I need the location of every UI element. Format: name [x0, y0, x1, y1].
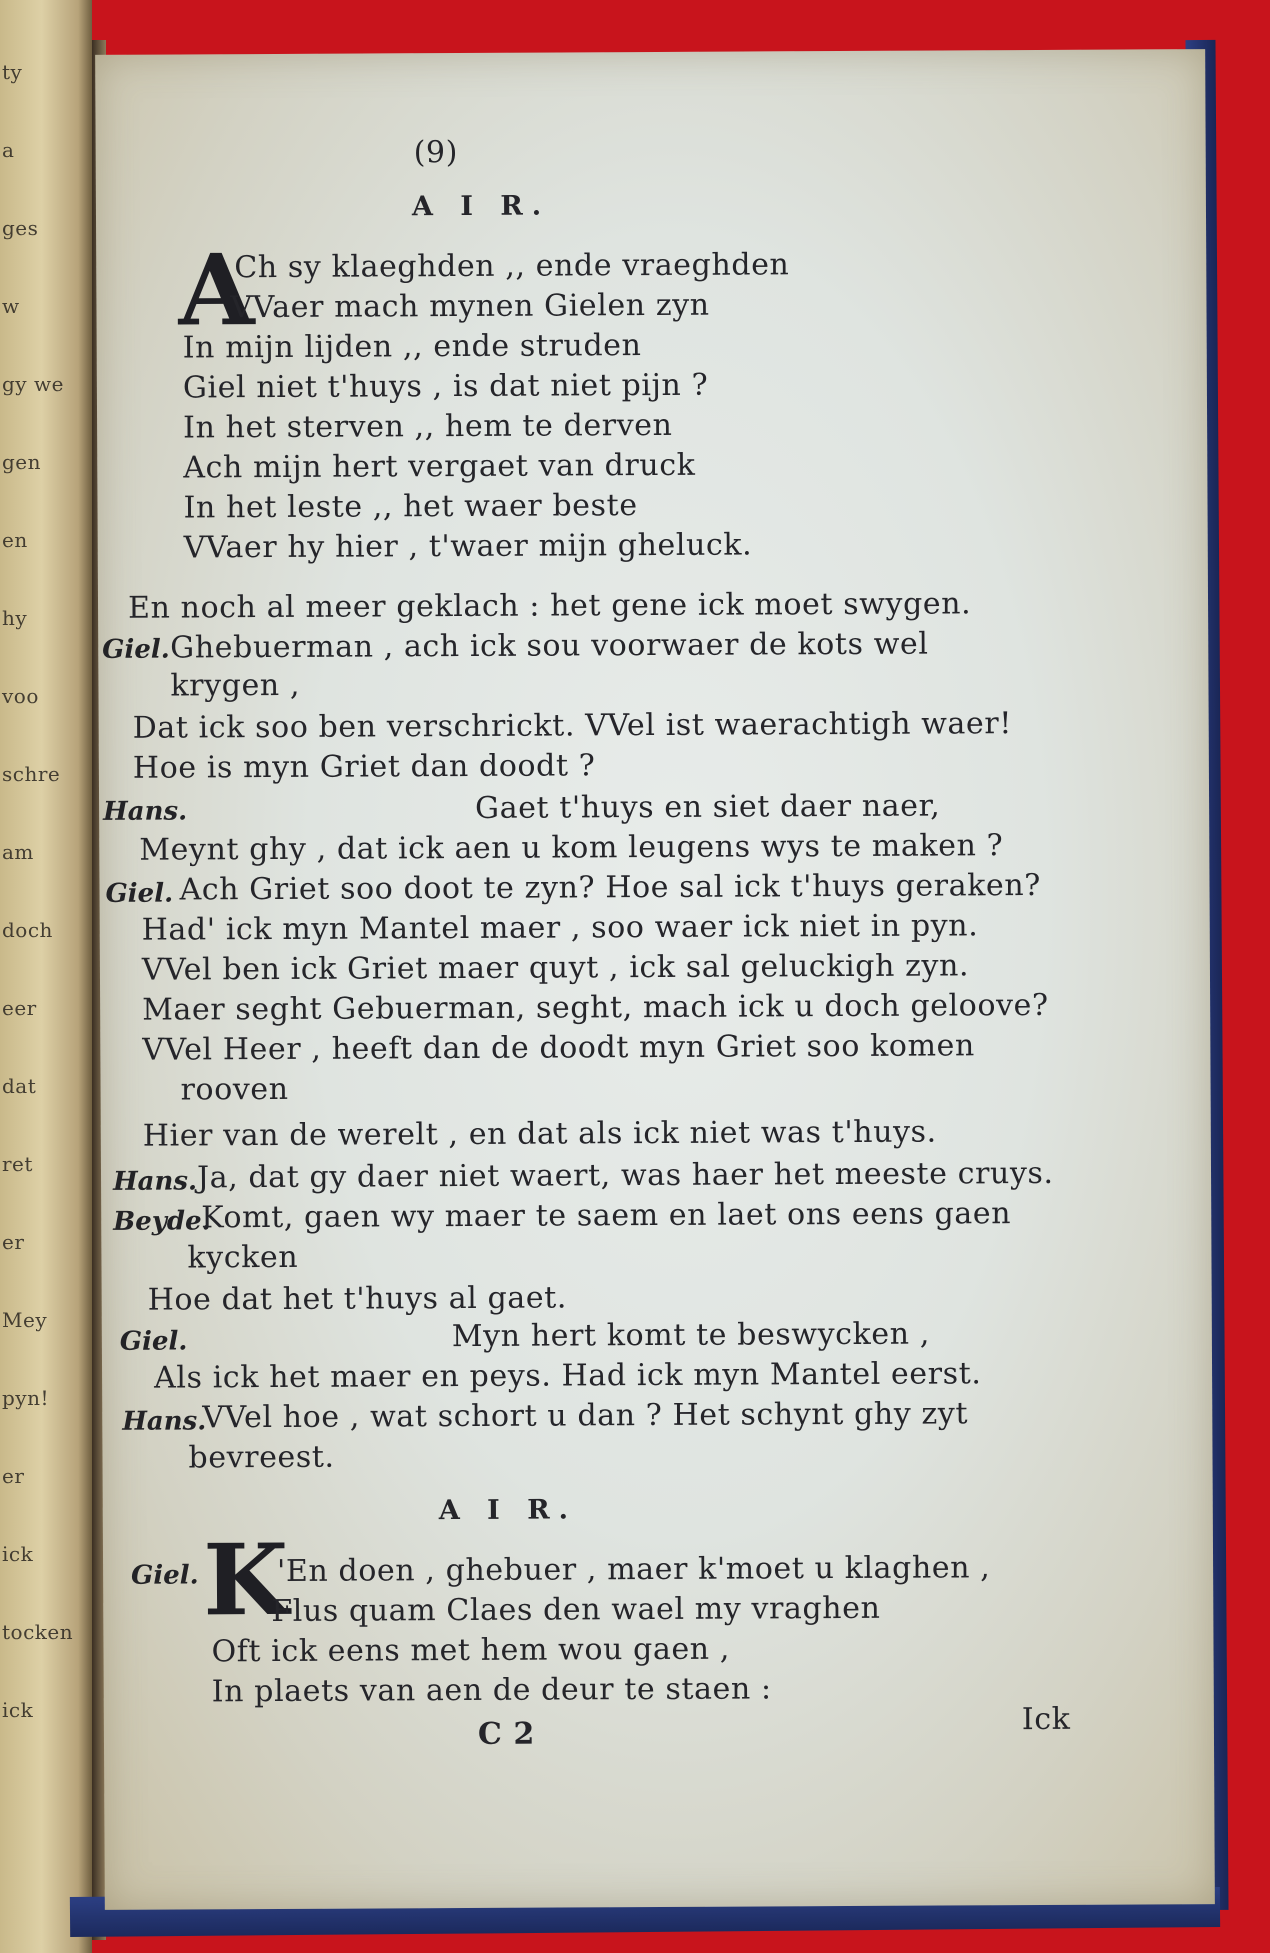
page-text [95, 49, 1215, 1910]
speaker-name: Hans. [103, 796, 188, 827]
air2-line: 'En doen , ghebuer , maer k'moet u klaghen , [277, 1550, 991, 1589]
air1-line: Ch sy klaeghden ,, ende vraeghden [234, 247, 790, 286]
left-page-fragment: w [2, 294, 20, 318]
speaker-name: Hans. [112, 1166, 198, 1197]
speaker-name: Giel. [119, 1326, 188, 1357]
speaker-name: Hans. [122, 1406, 207, 1437]
left-page-fragment: am [2, 840, 34, 864]
air-heading-1: A I R. [411, 190, 551, 223]
dialogue-line: Hoe is myn Griet dan doodt ? [132, 748, 596, 786]
dialogue-line: Ja, dat gy daer niet waert, was haer het meeste cruys. [196, 1155, 1054, 1196]
left-page-fragment: Mey [2, 1308, 48, 1332]
left-page-fragment: dat [2, 1074, 37, 1098]
left-page-fragment: en [2, 528, 28, 552]
dialogue-line: Myn hert komt te beswycken , [451, 1316, 931, 1355]
dialogue-line: VVel ben ick Griet maer quyt , ick sal geluckigh zyn. [141, 948, 970, 988]
left-page-fragment: ty [2, 60, 23, 84]
book-page [95, 49, 1215, 1910]
left-page-fragment: gen [2, 450, 42, 474]
dialogue-line: Hier van de werelt , en dat als ick niet was t'huys. [142, 1114, 937, 1154]
dialogue-line: Maer seght Gebuerman, seght, mach ick u doch geloove? [142, 987, 1049, 1028]
left-page-fragment: ick [2, 1698, 34, 1722]
dialogue-line: Ghebuerman , ach ick sou voorwaer de kots wel [170, 626, 929, 666]
dialogue-line: krygen , [170, 667, 301, 704]
dialogue-line: Had' ick myn Mantel maer , soo waer ick niet in pyn. [141, 908, 979, 948]
left-page-fragment: doch [2, 918, 53, 942]
air-heading-2: A I R. [438, 1494, 578, 1527]
dialogue-line: Gaet t'huys en siet daer naer, [475, 788, 941, 826]
dialogue-line: kycken [187, 1239, 299, 1276]
speaker-name: Giel. [131, 1560, 199, 1591]
dialogue-line: Dat ick soo ben verschrickt. VVel ist waerachtigh waer! [132, 706, 1013, 746]
drop-cap-2: K [202, 1522, 289, 1639]
left-page-fragment: gy we [2, 372, 64, 396]
air2-line: Flus quam Claes den wael my vraghen [271, 1590, 881, 1630]
air1-line: Giel niet t'huys , is dat niet pijn ? [182, 367, 709, 406]
air1-line: In het sterven ,, hem te derven [183, 407, 673, 446]
left-page-fragment: er [2, 1464, 25, 1488]
left-page-fragment: er [2, 1230, 25, 1254]
left-page-fragment: tocken [2, 1620, 74, 1644]
air1-line: In mijn lijden ,, ende struden [182, 328, 642, 366]
left-page-fragment: ges [2, 216, 39, 240]
dialogue-line: VVel Heer , heeft dan de doodt myn Griet soo komen [142, 1028, 975, 1068]
dialogue-line: Meynt ghy , dat ick aen u kom leugens wys te maken ? [139, 828, 1004, 868]
page-number: (9) [413, 135, 459, 171]
left-page-fragment: pyn! [2, 1386, 50, 1410]
dialogue-line: Ach Griet soo doot te zyn? Hoe sal ick t'huys geraken? [179, 867, 1041, 908]
left-page-fragment: voo [2, 684, 39, 708]
dialogue-line: Hoe dat het t'huys al gaet. [147, 1280, 568, 1318]
signature-mark: C 2 [477, 1716, 536, 1752]
air2-line: In plaets van aen de deur te staen : [211, 1671, 772, 1710]
dialogue-line: En noch al meer geklach : het gene ick moet swygen. [127, 586, 972, 626]
drop-cap-1: A [178, 233, 255, 349]
air2-line: Oft ick eens met hem wou gaen , [211, 1631, 731, 1670]
dialogue-line: rooven [180, 1071, 289, 1108]
dialogue-line: Als ick het maer en peys. Had ick myn Mantel eerst. [153, 1356, 982, 1396]
speaker-name: Beyde. [113, 1206, 211, 1237]
catchword: Ick [1021, 1701, 1071, 1738]
left-page-fragment: ret [2, 1152, 33, 1176]
speaker-name: Giel. [105, 878, 174, 909]
air1-line: Ach mijn hert vergaet van druck [183, 447, 696, 486]
speaker-name: Giel. [102, 634, 170, 665]
dialogue-line: Komt, gaen wy maer te saem en laet ons eens gaen [201, 1196, 1012, 1236]
left-page-fragment: eer [2, 996, 37, 1020]
air1-line: VVaer mach mynen Gielen zyn [230, 287, 710, 326]
air1-line: VVaer hy hier , t'waer mijn gheluck. [183, 527, 753, 566]
left-page-fragment: schre [2, 762, 61, 786]
left-facing-page [0, 0, 92, 1953]
dialogue-line: bevreest. [188, 1439, 335, 1476]
left-page-fragment: hy [2, 606, 28, 630]
left-page-fragment: a [2, 138, 15, 162]
air1-line: In het leste ,, het waer beste [183, 488, 638, 526]
left-page-fragment: ick [2, 1542, 34, 1566]
dialogue-line: VVel hoe , wat schort u dan ? Het schynt ghy zyt [202, 1396, 969, 1436]
